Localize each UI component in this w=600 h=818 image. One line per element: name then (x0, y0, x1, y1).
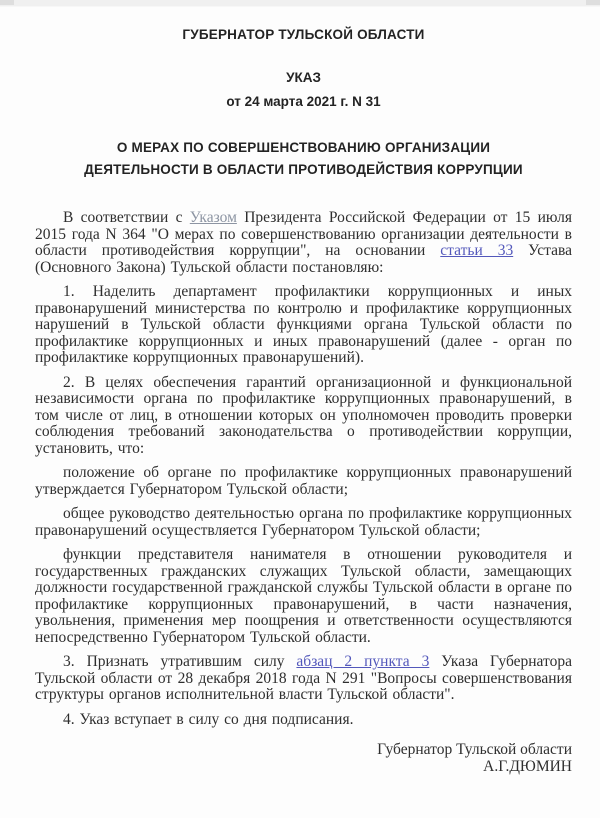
signature-block (35, 741, 572, 775)
signatory-position: Губернатор Тульской области (377, 741, 572, 758)
paragraph-item-4: 4. Указ вступает в силу со дня подписания. (63, 710, 354, 728)
document-title (35, 137, 572, 181)
link-decree-of-president[interactable]: Указом (189, 209, 237, 226)
paragraph-item-2-sub-c: функции представителя нанимателя в отношении руководителя и государственных гражданских служащих Тульской области, замещающих должности государственной гражданской службы Тульской области в органе по профилактике коррупционных правонарушений, в части назначения, увольнения, применения мер поощрения и ответственности осуществляются непосредственно Губернатором Тульской области. (35, 546, 572, 646)
paragraph-item-2-sub-b: общее руководство деятельностью органа по профилактике коррупционных правонарушений осуществляется Губернатором Тульской области; (35, 505, 572, 539)
paragraph-item-3 (35, 654, 572, 704)
document-title-line-1: О МЕРАХ ПО СОВЕРШЕНСТВОВАНИЮ ОРГАНИЗАЦИИ (116, 140, 491, 155)
preamble-text: В соответствии с (63, 209, 190, 226)
paragraph-item-1: 1. Наделить департамент профилактики коррупционных и иных правонарушений министерства по контролю и профилактике коррупционных нарушений в Тульской области функциями органа Тульской области по профилактике коррупционных и иных правонарушений (далее - орган по профилактике коррупционных правонарушений). (35, 283, 572, 366)
document-type: УКАЗ (286, 70, 321, 85)
preamble-text: Устава (Основного Закона) Тульской области постановляю: (35, 242, 572, 276)
document-title-line-2: ДЕЯТЕЛЬНОСТИ В ОБЛАСТИ ПРОТИВОДЕЙСТВИЯ КОРРУПЦИИ (84, 162, 523, 177)
document-header (35, 27, 572, 181)
link-article-33[interactable]: статьи 33 (440, 242, 514, 259)
document-body (35, 210, 572, 728)
paragraph-item-2-sub-a: положение об органе по профилактике коррупционных правонарушений утверждается Губернатором Тульской области; (35, 464, 572, 498)
paragraph-preamble (35, 210, 572, 276)
issuing-authority: ГУБЕРНАТОР ТУЛЬСКОЙ ОБЛАСТИ (182, 27, 425, 42)
item-3-text: Указа Губернатора Тульской области от 28 декабря 2018 года N 291 "Вопросы совершенствования структуры органов исполнительной власти Тульской области". (35, 653, 572, 703)
signatory-name: А.Г.ДЮМИН (483, 758, 572, 775)
link-abzac-2-punkta-3[interactable]: абзац 2 пункта 3 (296, 653, 430, 670)
scan-edge-artifact (0, 0, 600, 7)
preamble-text: Президента Российской Федерации от 15 июля 2015 года N 364 "О мерах по совершенствованию организации деятельности в области противодействия коррупции", на основании (35, 209, 572, 259)
paragraph-item-2: 2. В целях обеспечения гарантий организационной и функциональной независимости органа по профилактике коррупционных правонарушений, в том числе от лиц, в отношении которых он уполномочен проводить проверки соблюдения требований законодательства о противодействии коррупции, установить, что: (35, 373, 572, 457)
item-3-text: 3. Признать утратившим силу (63, 653, 297, 670)
document-date-number: от 24 марта 2021 г. N 31 (226, 94, 381, 109)
